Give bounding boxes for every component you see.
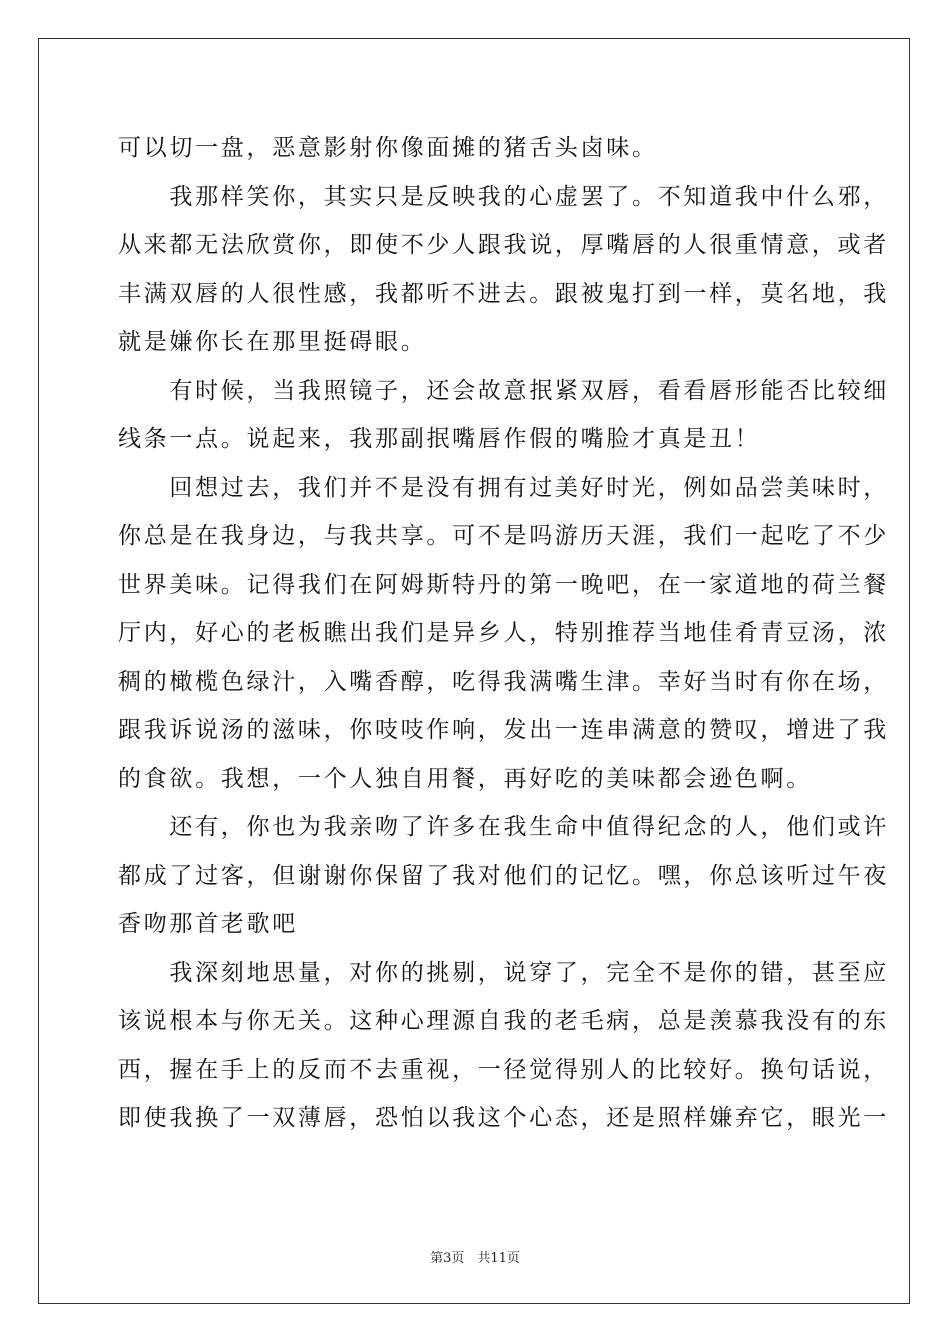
- text-line: 有时候，当我照镜子，还会故意抿紧双唇，看看唇形能否比较细: [118, 377, 889, 404]
- text-line: 的食欲。我想，一个人独自用餐，再好吃的美味都会逊色啊。: [118, 765, 812, 792]
- text-line: 我那样笑你，其实只是反映我的心虚罢了。不知道我中什么邪，: [118, 183, 889, 210]
- text-line: 西，握在手上的反而不去重视，一径觉得别人的比较好。换句话说，: [118, 1056, 889, 1083]
- page-footer: 第3页 共11页: [430, 1251, 520, 1266]
- text-line: 还有，你也为我亲吻了许多在我生命中值得纪念的人，他们或许: [118, 814, 889, 840]
- text-line: 即使我换了一双薄唇，恐怕以我这个心态，还是照样嫌弃它，眼光一: [118, 1105, 889, 1131]
- text-line: 该说根本与你无关。这种心理源自我的老毛病，总是羡慕我没有的东: [118, 1008, 889, 1034]
- text-line: 从来都无法欣赏你，即使不少人跟我说，厚嘴唇的人很重情意，或者: [118, 232, 889, 258]
- text-line: 回想过去，我们并不是没有拥有过美好时光，例如品尝美味时，: [118, 474, 889, 501]
- document-body: [118, 128, 889, 1147]
- text-line: 丰满双唇的人很性感，我都听不进去。跟被鬼打到一样，莫名地，我: [118, 280, 889, 307]
- text-line: 厅内，好心的老板瞧出我们是异乡人，特别推荐当地佳肴青豆汤，浓: [118, 620, 889, 646]
- text-line: 跟我诉说汤的滋味，你吱吱作响，发出一连串满意的赞叹，增进了我: [118, 717, 889, 743]
- text-line: 香吻那首老歌吧: [118, 911, 298, 937]
- text-line: 世界美味。记得我们在阿姆斯特丹的第一晚吧，在一家道地的荷兰餐: [118, 571, 889, 598]
- text-line: 可以切一盘，恶意影射你像面摊的猪舌头卤味。: [118, 135, 658, 161]
- text-line: 线条一点。说起来，我那副抿嘴唇作假的嘴脸才真是丑！: [118, 426, 761, 452]
- text-line: 你总是在我身边，与我共享。可不是吗游历天涯，我们一起吃了不少: [118, 523, 889, 549]
- text-line: 都成了过客，但谢谢你保留了我对他们的记忆。嘿，你总该听过午夜: [118, 862, 889, 889]
- text-line: 我深刻地思量，对你的挑剔，说穿了，完全不是你的错，甚至应: [118, 959, 889, 986]
- text-line: 就是嫌你长在那里挺碍眼。: [118, 329, 427, 355]
- text-line: 稠的橄榄色绿汁，入嘴香醇，吃得我满嘴生津。幸好当时有你在场，: [118, 668, 889, 695]
